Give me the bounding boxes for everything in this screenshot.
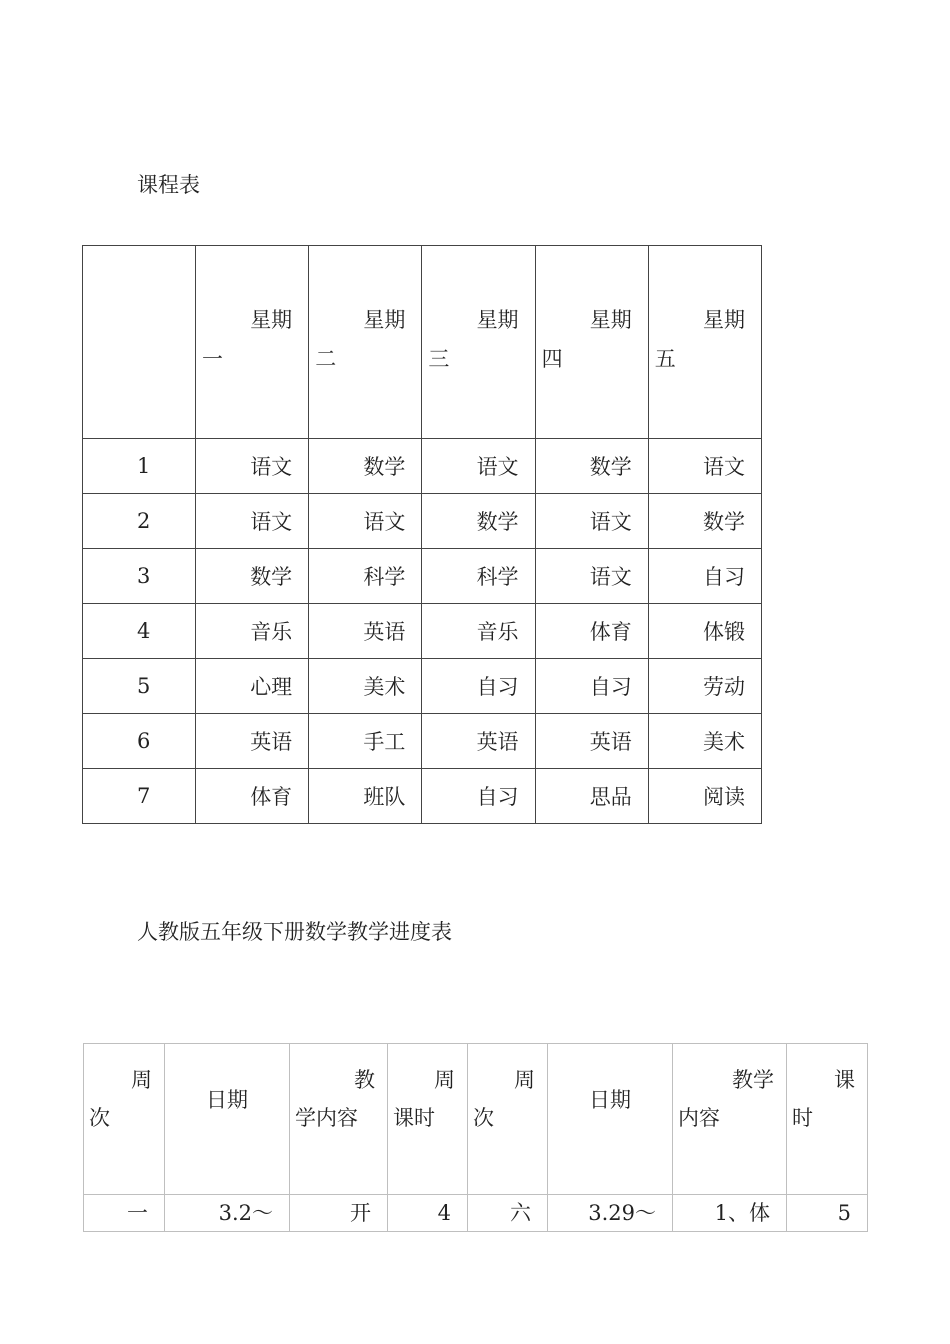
subject-cell	[535, 494, 648, 549]
subject-cell	[422, 604, 535, 659]
header-bottom-text: 时	[792, 1106, 813, 1130]
progress-cell	[673, 1195, 787, 1232]
schedule-row	[83, 714, 762, 769]
period-cell	[83, 494, 196, 549]
progress-cell	[84, 1195, 165, 1232]
period-cell	[83, 604, 196, 659]
subject-cell	[648, 714, 761, 769]
subject-text: 数学	[363, 455, 406, 479]
header-bottom-text: 次	[89, 1106, 110, 1130]
progress-cell-text: 六	[510, 1201, 531, 1225]
header-top-text: 星期	[589, 308, 632, 332]
subject-text: 语文	[250, 455, 293, 479]
subject-cell	[196, 659, 309, 714]
period-number: 1	[137, 454, 151, 478]
subject-cell	[535, 604, 648, 659]
subject-text: 美术	[703, 730, 745, 754]
subject-text: 体育	[589, 620, 632, 644]
subject-text: 自习	[476, 675, 519, 699]
subject-text: 自习	[589, 675, 632, 699]
progress-header-cell	[787, 1044, 868, 1195]
progress-row	[84, 1195, 868, 1232]
subject-text: 科学	[476, 565, 519, 589]
subject-text: 数学	[476, 510, 519, 534]
header-bottom-text: 次	[473, 1106, 494, 1130]
header-text: 日期	[206, 1088, 248, 1112]
progress-cell	[290, 1195, 388, 1232]
subject-cell	[422, 769, 535, 824]
progress-header-cell	[290, 1044, 388, 1195]
progress-title: 人教版五年级下册数学教学进度表	[137, 920, 452, 944]
schedule-header-tue	[309, 246, 422, 439]
progress-cell-text: 1、体	[714, 1201, 770, 1225]
subject-text: 英语	[476, 730, 519, 754]
progress-header-row	[84, 1044, 868, 1195]
period-cell	[83, 549, 196, 604]
subject-text: 体育	[250, 785, 293, 809]
subject-cell	[309, 494, 422, 549]
progress-cell	[468, 1195, 548, 1232]
header-top-text: 周	[131, 1068, 152, 1092]
subject-text: 音乐	[250, 620, 293, 644]
subject-cell	[309, 439, 422, 494]
subject-cell	[648, 494, 761, 549]
subject-text: 科学	[363, 565, 406, 589]
subject-text: 语文	[363, 510, 406, 534]
schedule-row	[83, 439, 762, 494]
subject-cell	[196, 494, 309, 549]
schedule-title: 课程表	[137, 173, 200, 197]
subject-text: 数学	[589, 455, 632, 479]
header-top-text: 星期	[703, 308, 745, 332]
subject-text: 语文	[476, 455, 519, 479]
period-cell	[83, 769, 196, 824]
subject-text: 英语	[589, 730, 632, 754]
progress-cell-text: 3.2～	[218, 1201, 273, 1225]
schedule-header-wed	[422, 246, 535, 439]
subject-text: 美术	[363, 675, 406, 699]
header-bottom-text: 学内容	[295, 1106, 358, 1130]
progress-cell	[388, 1195, 468, 1232]
progress-header-cell	[673, 1044, 787, 1195]
subject-cell	[422, 714, 535, 769]
header-bottom-text: 四	[541, 347, 563, 371]
schedule-table	[82, 245, 762, 824]
period-number: 7	[137, 784, 151, 808]
header-top-text: 教学	[732, 1068, 774, 1092]
header-bottom-text: 内容	[678, 1106, 720, 1130]
subject-cell	[535, 769, 648, 824]
subject-cell	[309, 549, 422, 604]
progress-cell-text: 5	[837, 1201, 851, 1225]
subject-cell	[648, 549, 761, 604]
schedule-header-mon	[196, 246, 309, 439]
subject-cell	[648, 659, 761, 714]
progress-header-cell	[548, 1044, 673, 1195]
subject-cell	[648, 604, 761, 659]
subject-text: 英语	[363, 620, 406, 644]
subject-cell	[309, 714, 422, 769]
schedule-header-fri	[648, 246, 761, 439]
subject-cell	[535, 439, 648, 494]
schedule-row	[83, 604, 762, 659]
schedule-corner-cell	[83, 246, 196, 439]
subject-text: 语文	[589, 510, 632, 534]
subject-cell	[196, 714, 309, 769]
header-top-text: 课	[834, 1068, 855, 1092]
header-top-text: 星期	[250, 308, 293, 332]
period-number: 4	[137, 619, 151, 643]
subject-cell	[196, 604, 309, 659]
progress-cell	[548, 1195, 673, 1232]
subject-text: 语文	[703, 455, 745, 479]
subject-cell	[196, 769, 309, 824]
subject-text: 心理	[250, 675, 293, 699]
header-bottom-text: 二	[315, 347, 337, 371]
period-number: 2	[137, 509, 151, 533]
progress-cell	[787, 1195, 868, 1232]
period-number: 6	[137, 729, 151, 753]
header-bottom-text: 三	[428, 347, 450, 371]
subject-cell	[196, 549, 309, 604]
schedule-header-row	[83, 246, 762, 439]
subject-text: 体锻	[703, 620, 745, 644]
schedule-row	[83, 659, 762, 714]
subject-cell	[422, 494, 535, 549]
subject-text: 劳动	[703, 675, 745, 699]
subject-cell	[535, 659, 648, 714]
header-top-text: 星期	[476, 308, 519, 332]
header-top-text: 周	[514, 1068, 535, 1092]
header-bottom-text: 五	[654, 347, 676, 371]
subject-cell	[422, 659, 535, 714]
schedule-row	[83, 494, 762, 549]
subject-text: 阅读	[703, 785, 745, 809]
progress-header-cell	[84, 1044, 165, 1195]
subject-cell	[422, 439, 535, 494]
progress-cell-text: 一	[127, 1201, 148, 1225]
subject-text: 数学	[250, 565, 293, 589]
progress-cell-text: 开	[350, 1201, 371, 1225]
subject-text: 班队	[363, 785, 406, 809]
period-cell	[83, 714, 196, 769]
header-top-text: 星期	[363, 308, 406, 332]
subject-cell	[648, 769, 761, 824]
progress-cell-text: 4	[437, 1201, 451, 1225]
progress-header-cell	[165, 1044, 290, 1195]
period-cell	[83, 439, 196, 494]
subject-text: 数学	[703, 510, 745, 534]
header-top-text: 周	[434, 1068, 455, 1092]
subject-cell	[422, 549, 535, 604]
subject-text: 手工	[363, 730, 406, 754]
subject-cell	[309, 769, 422, 824]
header-top-text: 教	[354, 1068, 375, 1092]
subject-text: 思品	[589, 785, 632, 809]
progress-cell-text: 3.29～	[588, 1201, 656, 1225]
subject-text: 语文	[589, 565, 632, 589]
schedule-row	[83, 549, 762, 604]
progress-table	[83, 1043, 868, 1232]
header-bottom-text: 一	[202, 347, 223, 371]
header-bottom-text: 课时	[393, 1106, 435, 1130]
progress-cell	[165, 1195, 290, 1232]
subject-text: 自习	[703, 565, 745, 589]
subject-cell	[309, 659, 422, 714]
period-number: 5	[137, 674, 151, 698]
subject-text: 英语	[250, 730, 293, 754]
subject-cell	[535, 549, 648, 604]
subject-text: 自习	[476, 785, 519, 809]
subject-text: 语文	[250, 510, 293, 534]
subject-cell	[648, 439, 761, 494]
progress-header-cell	[468, 1044, 548, 1195]
subject-cell	[535, 714, 648, 769]
progress-header-cell	[388, 1044, 468, 1195]
schedule-row	[83, 769, 762, 824]
schedule-header-thu	[535, 246, 648, 439]
period-cell	[83, 659, 196, 714]
subject-cell	[196, 439, 309, 494]
subject-text: 音乐	[476, 620, 519, 644]
period-number: 3	[137, 564, 151, 588]
header-text: 日期	[589, 1088, 631, 1112]
subject-cell	[309, 604, 422, 659]
